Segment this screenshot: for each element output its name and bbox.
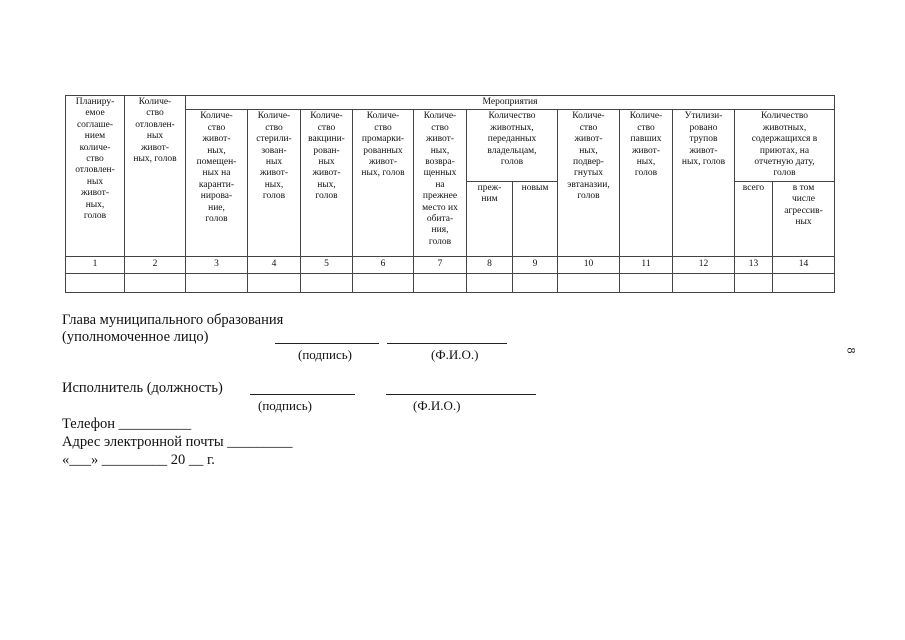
date-field[interactable]: «___» _________ 20 __ г. [62, 452, 215, 468]
data-cell[interactable] [620, 273, 673, 292]
data-cell[interactable] [186, 273, 248, 292]
column-number: 12 [673, 256, 735, 273]
data-cell[interactable] [353, 273, 414, 292]
header-vaccinated: Количе- ство вакцини- рован- ных живот- ных, голов [301, 110, 353, 256]
header-caught: Количе- ство отловлен- ных живот- ных, голов [125, 96, 186, 257]
header-shelter: Количество животных, содержащихся в приютах, на отчетную дату, голов [735, 110, 835, 181]
executor-signature-caption: (подпись) [258, 398, 312, 413]
header-utilized: Утилизи- ровано трупов живот- ных, голов [673, 110, 735, 256]
data-cell[interactable] [735, 273, 773, 292]
header-euthanized: Количе- ство живот- ных, подвер- гнутых эвтаназии, голов [558, 110, 620, 256]
header-measures: Мероприятия [186, 96, 835, 110]
header-sterilized: Количе- ство стерили- зован- ных живот- ных, голов [248, 110, 301, 256]
data-cell[interactable] [414, 273, 467, 292]
column-number: 4 [248, 256, 301, 273]
head-signature-caption: (подпись) [298, 347, 352, 362]
header-former-owners: преж- ним [467, 181, 513, 256]
column-number: 2 [125, 256, 186, 273]
data-cell[interactable] [558, 273, 620, 292]
data-cell[interactable] [513, 273, 558, 292]
column-number: 10 [558, 256, 620, 273]
table-row [66, 273, 835, 292]
data-cell[interactable] [673, 273, 735, 292]
column-number: 14 [773, 256, 835, 273]
header-shelter-aggressive: в том числе агрессив- ных [773, 181, 835, 256]
header-returned: Количе- ство живот- ных, возвра- щенных на прежнее место их обита- ния, голов [414, 110, 467, 256]
data-cell[interactable] [66, 273, 125, 292]
header-new-owners: новым [513, 181, 558, 256]
head-title: Глава муниципального образования [62, 312, 284, 328]
header-shelter-total: всего [735, 181, 773, 256]
data-cell[interactable] [248, 273, 301, 292]
executor-name-caption: (Ф.И.О.) [413, 398, 461, 413]
authorized-person-label: (уполномоченное лицо) [62, 329, 209, 345]
header-quarantine: Количе- ство живот- ных, помещен- ных на каранти- нирова- ние, голов [186, 110, 248, 256]
page-number: 8 [844, 347, 859, 354]
data-cell[interactable] [467, 273, 513, 292]
head-signature-line[interactable] [275, 343, 379, 344]
column-number: 6 [353, 256, 414, 273]
column-number: 11 [620, 256, 673, 273]
column-number: 8 [467, 256, 513, 273]
executor-name-line[interactable] [386, 394, 536, 395]
column-number: 13 [735, 256, 773, 273]
header-planned: Планиру- емое соглаше- нием количе- ство отловлен- ных живот- ных, голов [66, 96, 125, 257]
header-transferred: Количество животных, переданных владельцам, голов [467, 110, 558, 181]
column-numbers-row [66, 256, 835, 273]
header-marked: Количе- ство промарки- рованных живот- ных, голов [353, 110, 414, 256]
data-cell[interactable] [773, 273, 835, 292]
header-dead: Количе- ство павших живот- ных, голов [620, 110, 673, 256]
email-field[interactable]: Адрес электронной почты _________ [62, 434, 293, 450]
phone-field[interactable]: Телефон __________ [62, 416, 192, 432]
data-cell[interactable] [125, 273, 186, 292]
executor-label: Исполнитель (должность) [62, 380, 223, 396]
head-name-line[interactable] [387, 343, 507, 344]
report-table [65, 95, 835, 293]
column-number: 7 [414, 256, 467, 273]
executor-signature-line[interactable] [250, 394, 355, 395]
column-number: 3 [186, 256, 248, 273]
data-cell[interactable] [301, 273, 353, 292]
head-name-caption: (Ф.И.О.) [431, 347, 479, 362]
column-number: 1 [66, 256, 125, 273]
column-number: 9 [513, 256, 558, 273]
column-number: 5 [301, 256, 353, 273]
